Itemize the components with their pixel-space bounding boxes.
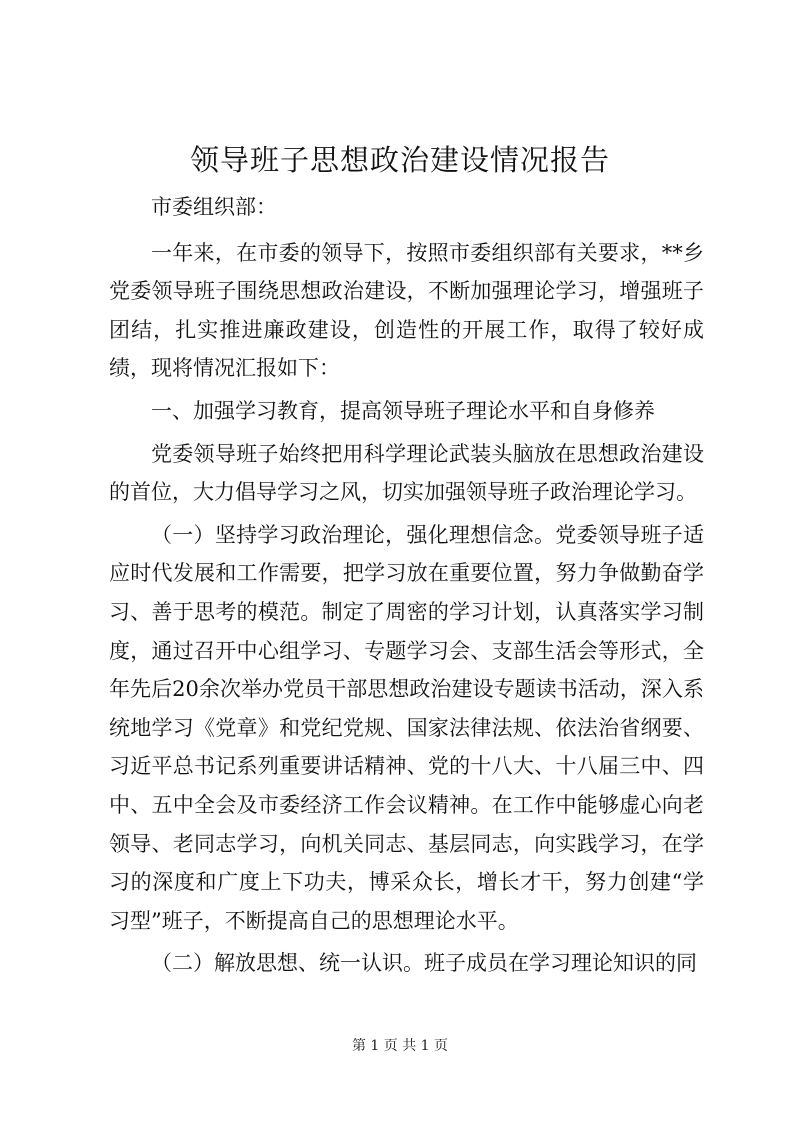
paragraph-section-1-summary: 党委领导班子始终把用科学理论武装头脑放在思想政治建设的首位，大力倡导学习之风，切实加强领导班子政治理论学习。 [109, 441, 704, 505]
salutation: 市委组织部： [151, 195, 277, 219]
paragraph-subsection-1: （一）坚持学习政治理论，强化理想信念。党委领导班子适应时代发展和工作需要，把学习放在重要位置，努力争做勤奋学习、善于思考的模范。制定了周密的学习计划，认真落实学习制度，通过召开中心组学习、专题学习会、支部生活会等形式，全年先后20余次举办党员干部思想政治建设专题读书活动，深入系统地学习《党章》和党纪党规、国家法律法规、依法治省纲要、习近平总书记系列重要讲话精神、党的十八大、十八届三中、四中、五中全会及市委经济工作会议精神。在工作中能够虚心向老领导、老同志学习，向机关同志、基层同志，向实践学习，在学习的深度和广度上下功夫，博采众长，增长才干，努力创建“学习型”班子，不断提高自己的思想理论水平。 [109, 522, 704, 933]
page-title: 领导班子思想政治建设情况报告 [189, 143, 610, 177]
page-footer: 第 1 页 共 1 页 [351, 1038, 449, 1054]
section-heading-1: 一、加强学习教育，提高领导班子理论水平和自身修养 [151, 398, 655, 423]
paragraph-intro: 一年来，在市委的领导下，按照市委组织部有关要求，**乡党委领导班子围绕思想政治建设，不断加强理论学习，增强班子团结，扎实推进廉政建设，创造性的开展工作，取得了较好成绩，现将情况汇报如下： [109, 240, 704, 381]
paragraph-subsection-2: （二）解放思想、统一认识。班子成员在学习理论知识的同 [151, 951, 697, 976]
document-body [109, 188, 704, 983]
